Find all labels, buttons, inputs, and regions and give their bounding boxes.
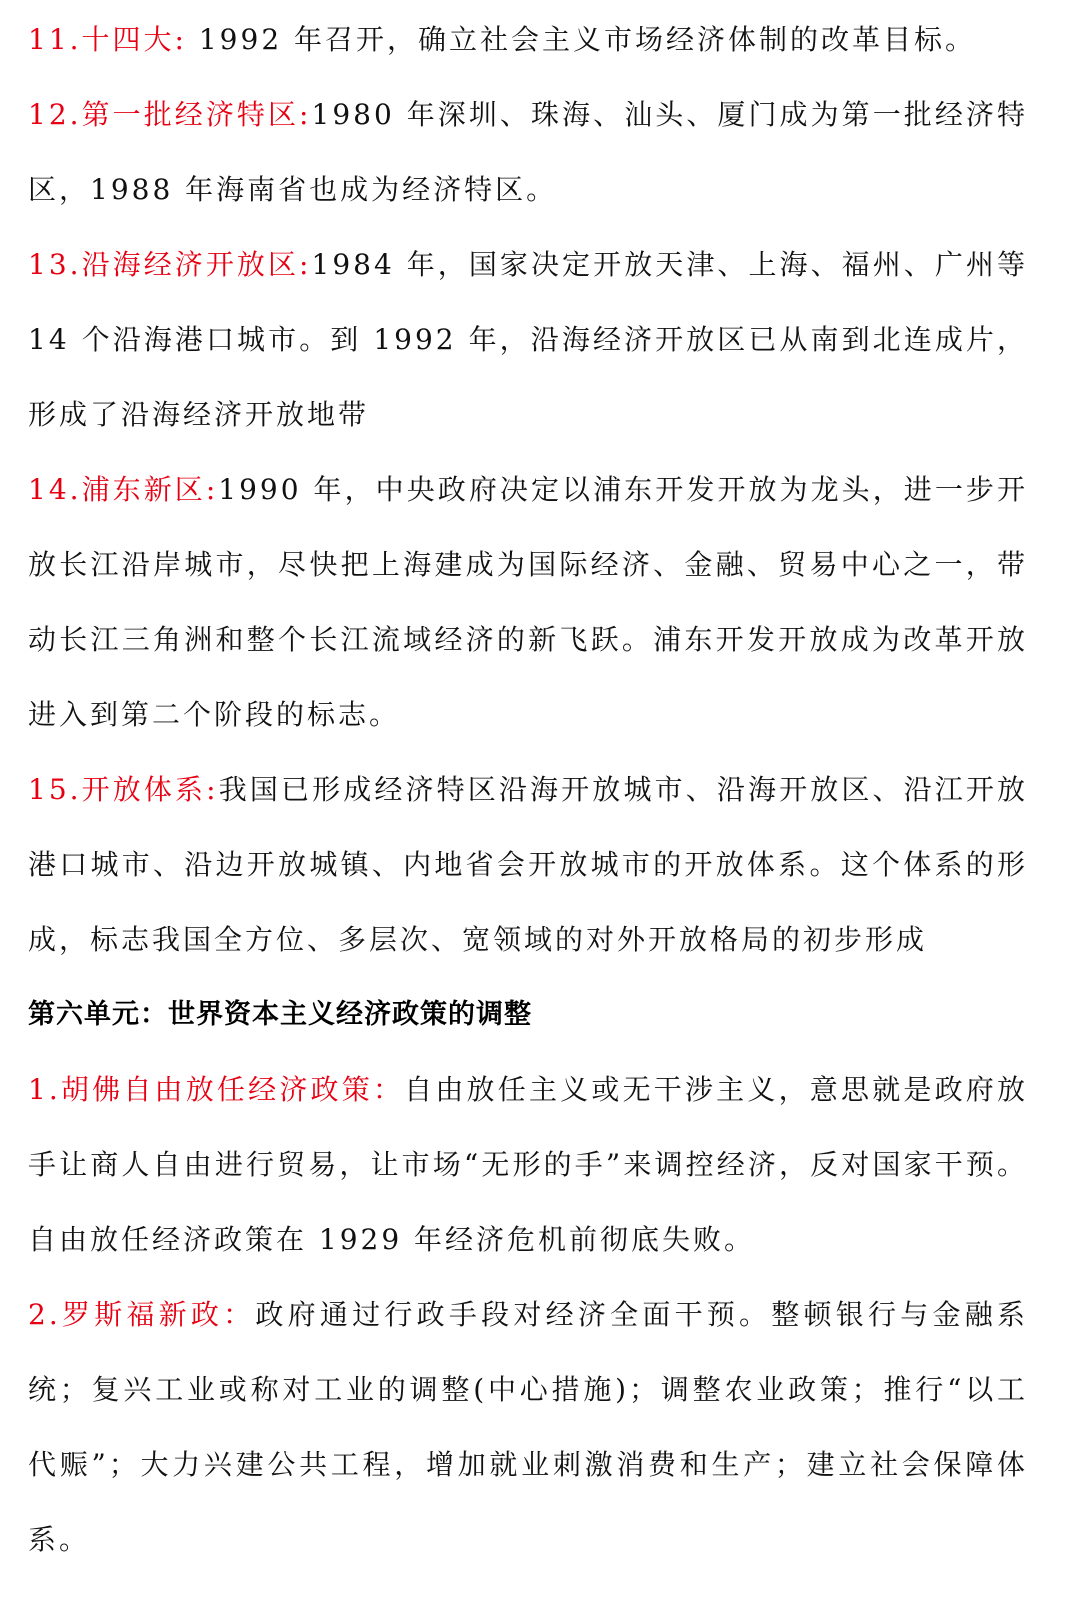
term-12: 12.第一批经济特区:: [28, 98, 312, 131]
document-page: [28, 0, 1040, 1577]
body-11: 1992 年召开，确立社会主义市场经济体制的改革目标。: [186, 23, 977, 56]
term-14: 14.浦东新区:: [28, 473, 219, 506]
term-15: 15.开放体系:: [28, 773, 219, 806]
section-heading: 第六单元：世界资本主义经济政策的调整: [28, 999, 532, 1030]
item-15: [28, 752, 1028, 977]
body-15: 我国已形成经济特区沿海开放城市、沿海开放区、沿江开放港口城市、沿边开放城镇、内地省会开放城市的开放体系。这个体系的形成，标志我国全方位、多层次、宽领域的对外开放格局的初步形成: [28, 773, 1028, 956]
item-14: [28, 452, 1028, 752]
body-13: 1984 年，国家决定开放天津、上海、福州、广州等 14 个沿海港口城市。到 1992 年，沿海经济开放区已从南到北连成片，形成了沿海经济开放地带: [28, 248, 1040, 431]
item-13: [28, 227, 1040, 452]
item-11: [28, 2, 1028, 77]
item-6-1: [28, 1052, 1028, 1277]
body-6-1: 自由放任主义或无干涉主义，意思就是政府放手让商人自由进行贸易，让市场“无形的手”来调控经济，反对国家干预。自由放任经济政策在 1929 年经济危机前彻底失败。: [28, 1073, 1028, 1256]
item-12: [28, 77, 1028, 227]
term-11: 11.十四大:: [28, 23, 187, 56]
term-6-1: 1.胡佛自由放任经济政策：: [28, 1073, 405, 1106]
item-6-2: [28, 1277, 1028, 1577]
body-6-2: 政府通过行政手段对经济全面干预。整顿银行与金融系统；复兴工业或称对工业的调整(中心措施)；调整农业政策；推行“以工代赈”；大力兴建公共工程，增加就业刺激消费和生产；建立社会保障体系。: [28, 1298, 1028, 1556]
body-12: 1980 年深圳、珠海、汕头、厦门成为第一批经济特区，1988 年海南省也成为经济特区。: [28, 98, 1028, 206]
term-13: 13.沿海经济开放区:: [28, 248, 312, 281]
body-14: 1990 年，中央政府决定以浦东开发开放为龙头，进一步开放长江沿岸城市，尽快把上海建成为国际经济、金融、贸易中心之一，带动长江三角洲和整个长江流域经济的新飞跃。浦东开发开放成为改革开放进入到第二个阶段的标志。: [28, 473, 1028, 731]
term-6-2: 2.罗斯福新政：: [28, 1298, 256, 1331]
